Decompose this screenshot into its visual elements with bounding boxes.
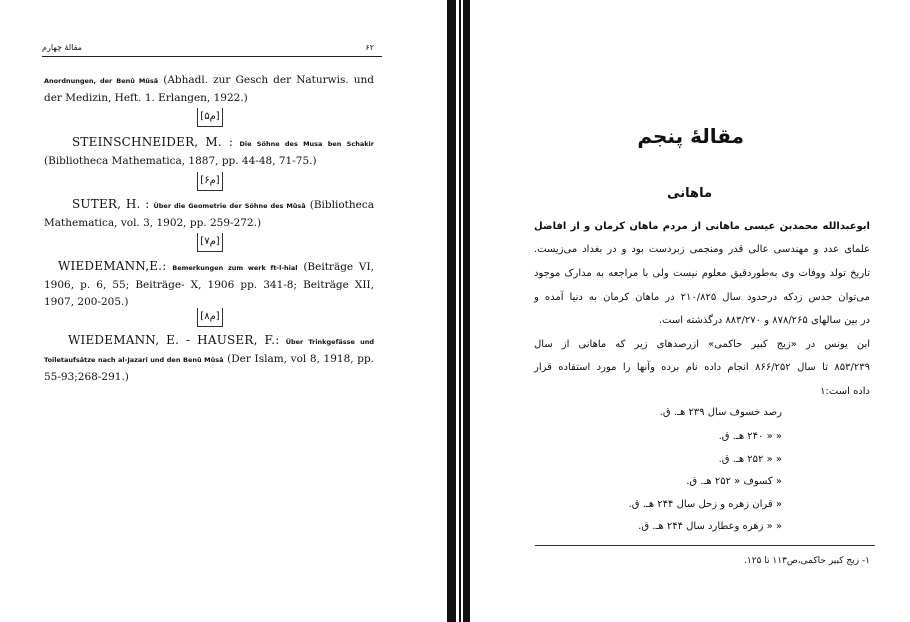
reference-entry	[44, 134, 374, 170]
observation-item: « قران زهره و زحل سال ۲۴۴ هـ. ق.	[628, 499, 782, 510]
section-title: ماهانی	[667, 186, 712, 201]
left-page	[0, 0, 445, 622]
page-number: ۶۲	[365, 43, 374, 52]
reference-detail: (Bibliotheca Mathematica, 1887, pp. 44-48, 71-75.)	[44, 155, 317, 167]
paragraph-line: علمای عدد و مهندسی عالی قدر ومنجمی زبردست بود و در بغداد می‌زیست.	[534, 244, 870, 255]
reference-detail: (Beiträge VI, 1906, p. 6, 55; Beiträge- X, 1906 pp. 341-8; Beiträge XII, 1907, 200-205.)	[44, 261, 374, 308]
paragraph-line: ۸۵۳/۲۳۹ تا سال ۸۶۶/۲۵۲ انجام داده نام برده وآنها را مورد استفاده قرار	[534, 362, 870, 373]
reference-entry	[44, 196, 374, 232]
reference-entry	[44, 258, 374, 311]
reference-author: STEINSCHNEIDER, M. :	[72, 135, 234, 149]
observation-item: « « ۲۴۰ هـ. ق.	[718, 431, 782, 442]
reference-small-title: Bemerkungen zum werk ft-l-hial	[172, 264, 298, 272]
paragraph-line: ابوعبدالله محمدبن عیسی ماهانی از مردم ماهان کرمان و از افاضل	[534, 221, 870, 232]
running-header	[42, 42, 382, 57]
reference-entry	[44, 332, 374, 386]
reference-author: WIEDEMANN,E.:	[58, 259, 167, 273]
footnote-divider	[535, 545, 875, 546]
footnote: ۱- زیج کبیر حاکمی،ص۱۱۳ تا ۱۲۵.	[744, 556, 870, 566]
reference-author: SUTER, H. :	[72, 197, 150, 211]
reference-detail: (Bibliotheca Mathematica, vol. 3, 1902, pp. 259-272.)	[44, 199, 375, 229]
observation-item: « کسوف « ۲۵۲ هـ. ق.	[686, 476, 782, 487]
paragraph-line: ابن یونس در «زیج کبیر حاکمی» ازرصدهای زیر که ماهانی از سال	[534, 339, 870, 350]
reference-number: [۷م]	[197, 233, 223, 252]
running-head: مقالهٔ چهارم	[42, 43, 82, 52]
reference-detail: (Abhadl. zur Gesch der Naturwis. und der Medizin, Heft. 1. Erlangen, 1922.)	[44, 74, 375, 104]
reference-detail: (Der Islam, vol 8, 1918, pp. 55-93;268-291.)	[44, 353, 374, 383]
reference-small-title: Die Söhne des Musa ben Schakir	[239, 140, 374, 148]
spine-shadow	[447, 0, 456, 622]
reference-small-title: Anordnungen, der Benû Mûsâ	[44, 77, 159, 85]
reference-number: [۸م]	[197, 308, 223, 327]
spine-shadow	[463, 0, 470, 622]
paragraph-line: داده است:۱	[820, 386, 870, 397]
reference-small-title: Über Trinkgefässe und Toiletaufsätze nach al-Jazarî und den Benû Mûsâ	[44, 338, 374, 364]
reference-intro	[44, 72, 374, 107]
observation-item: « « زهره وعطارد سال ۲۴۴ هـ. ق.	[638, 521, 782, 532]
reference-number: [۵م]	[197, 108, 223, 127]
paragraph-line: می‌توان حدس زدکه درحدود سال ۲۱۰/۸۲۵ در ماهان کرمان به دنیا آمده و	[534, 292, 870, 303]
observation-item: رصد خسوف سال ۲۳۹ هـ. ق.	[659, 407, 782, 418]
observation-item: « « ۲۵۲ هـ. ق.	[718, 454, 782, 465]
reference-number: [۶م]	[197, 172, 223, 191]
book-spine	[445, 0, 470, 622]
chapter-title: مقالهٔ پنجم	[637, 124, 744, 148]
paragraph-line: تاریخ تولد ووفات وی به‌طوردقیق معلوم نیست ولی با مراجعه به مدارک موجود	[534, 268, 870, 279]
paragraph-line: در بین سالهای ۸۷۸/۲۶۵ و ۸۸۳/۲۷۰ درگذشته است.	[658, 315, 870, 326]
reference-author: WIEDEMANN, E. - HAUSER, F.:	[68, 333, 280, 347]
reference-small-title: Über die Geometrie der Söhne des Mûsâ	[153, 202, 306, 210]
spine-line	[459, 0, 461, 622]
